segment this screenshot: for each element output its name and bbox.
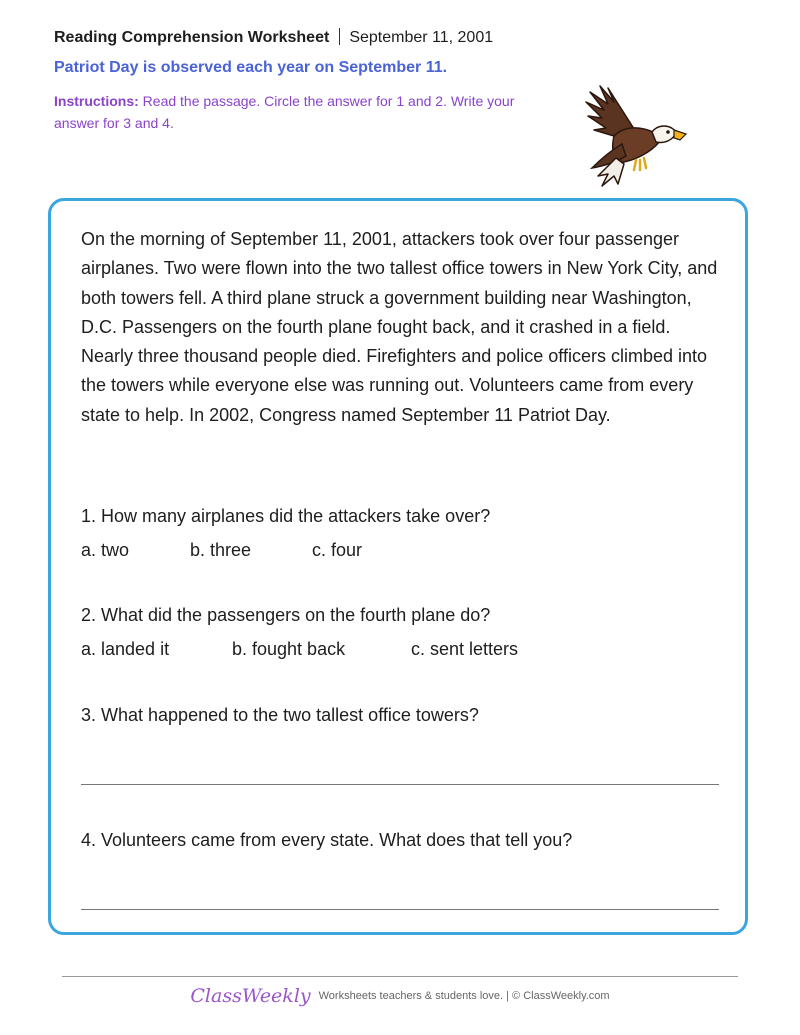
instructions-text: Read the passage. Circle the answer for 1 and 2. Write your answer for 3 and 4.: [54, 93, 515, 131]
question-4: 4. Volunteers came from every state. What does that tell you?: [81, 830, 573, 850]
footer: [0, 985, 800, 1007]
question-1-choice-c[interactable]: c. four: [312, 540, 363, 560]
reading-passage: On the morning of September 11, 2001, attackers took over four passenger airplanes. Two were flown into the two tallest office towers in New York City, and both towers fell. A third plane struck a government building near Washington, D.C. Passengers on the fourth plane fought back, and it crashed in a field. Nearly three thousand people died. Firefighters and police officers climbed into the towers while everyone else was running out. Volunteers came from every state to help. In 2002, Congress named September 11 Patriot Day.: [81, 229, 718, 425]
header-divider: [339, 28, 340, 45]
worksheet-title: Reading Comprehension Worksheet: [54, 29, 330, 46]
question-1-choice-a[interactable]: a. two: [81, 540, 130, 560]
footer-divider: [62, 976, 738, 977]
subtitle: Patriot Day is observed each year on September 11.: [54, 59, 448, 76]
question-1-choice-b[interactable]: b. three: [190, 540, 252, 560]
question-2: 2. What did the passengers on the fourth plane do?: [81, 605, 491, 625]
instructions-label: Instructions:: [54, 93, 139, 109]
footer-tagline: Worksheets teachers & students love. | © ClassWeekly.com: [318, 990, 610, 1002]
question-2-choice-c[interactable]: c. sent letters: [411, 639, 519, 659]
answer-line-3[interactable]: [81, 784, 719, 785]
question-2-choice-b[interactable]: b. fought back: [232, 639, 346, 659]
worksheet-header: [54, 28, 493, 48]
question-2-choice-a[interactable]: a. landed it: [81, 639, 170, 659]
question-3: 3. What happened to the two tallest office towers?: [81, 705, 479, 725]
instructions: [54, 90, 544, 134]
brand-logo: ClassWeekly: [190, 985, 311, 1007]
eagle-icon: [578, 80, 690, 192]
question-1: 1. How many airplanes did the attackers take over?: [81, 506, 491, 526]
answer-line-4[interactable]: [81, 909, 719, 910]
worksheet-date: September 11, 2001: [349, 29, 494, 46]
